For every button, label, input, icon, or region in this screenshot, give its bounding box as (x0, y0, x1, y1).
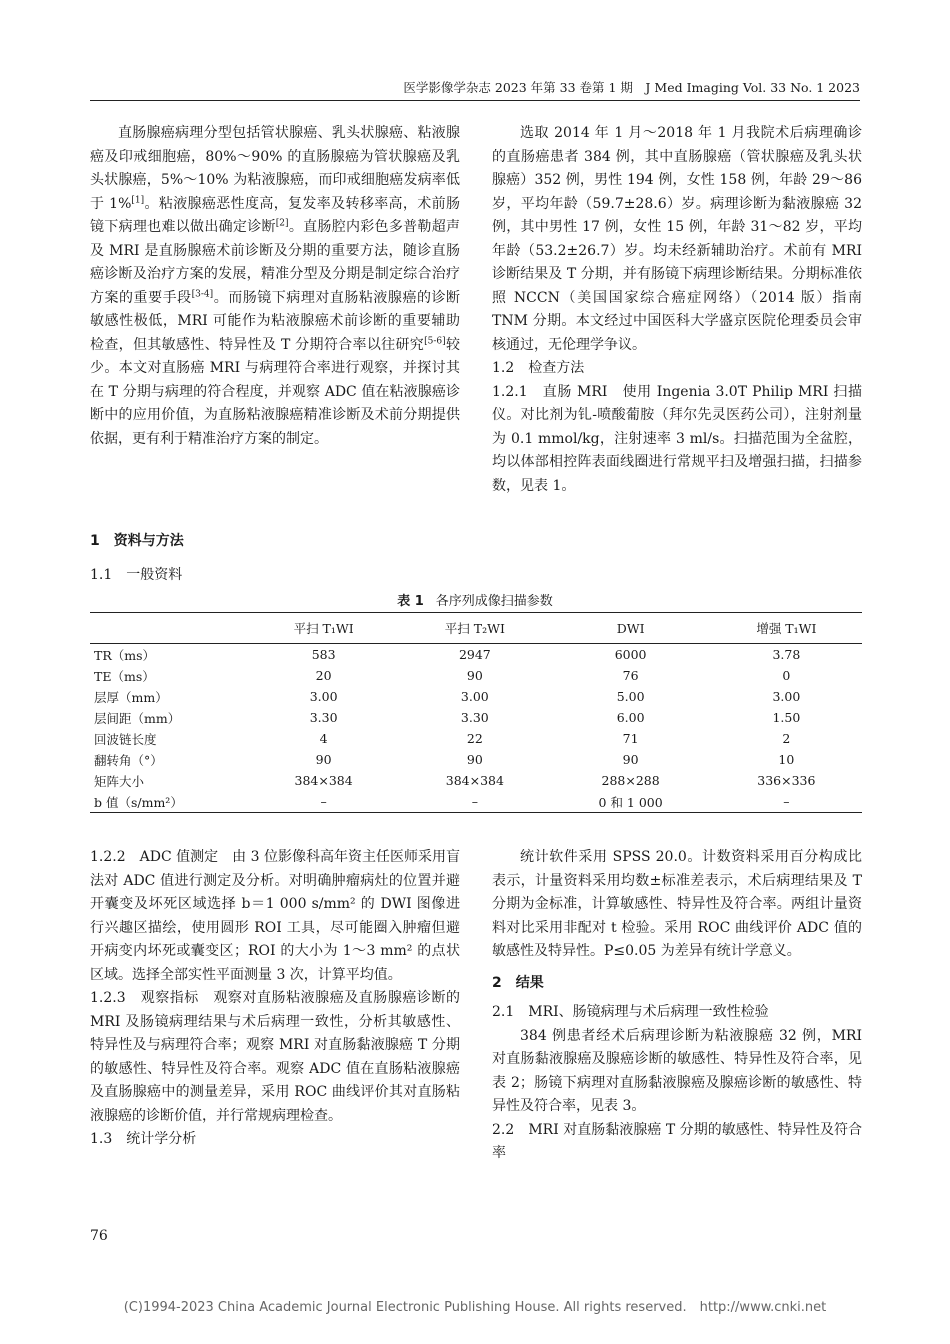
table-cell: – (248, 791, 399, 813)
table-header-cell: 平扫 T₂WI (399, 613, 550, 644)
table-caption (0, 590, 950, 609)
table-cell: – (399, 791, 550, 813)
table-cell: 1.50 (772, 710, 801, 725)
citation-2: [2] (275, 218, 289, 229)
table-cell: 288×288 (601, 773, 660, 788)
intro-text-4: 。而肠镜下病理对直肠粘液腺癌的诊断敏感性极低，MRI 可能作为粘液腺癌术前诊断的重要辅助检查，但其敏感性、特异性及 T 分期符合率以往研究 (90, 289, 461, 353)
table-cell: 2 (782, 731, 791, 746)
table-cell: 层厚（mm） (94, 689, 168, 705)
subsection-heading-statistics: 1.3 统计学分析 (90, 1131, 197, 1147)
table-cell: 2947 (458, 647, 491, 662)
table-cell: 90 (315, 752, 332, 767)
table-cell: 71 (622, 731, 639, 746)
table-cell: 76 (622, 668, 639, 683)
table-cell: 384×384 (294, 773, 353, 788)
table-cell: 336×336 (757, 773, 816, 788)
table-cell: 90 (622, 752, 639, 767)
table-cell: b 值（s/mm²） (90, 791, 248, 813)
table-cell: 4 (319, 731, 328, 746)
adc-measure-paragraph: 1.2.2 ADC 值测定 由 3 位影像科高年资主任医师采用盲法对 ADC 值进行测定及分析。对明确肿瘤病灶的位置并避开囊变及坏死区域选择 b＝1 000 s/mm² 的 DWI 图像进行兴趣区描绘，使用圆形 ROI 工具，尽可能圈入肿瘤但避开病变内坏死或囊变区；ROI 的大小为 1～3 mm² 的点状区域。选择全部实性平面测量 3 次，计算平均值。 (90, 849, 460, 983)
citation-1: [1] (131, 194, 145, 205)
table-cell: 22 (466, 731, 483, 746)
table-cell: 20 (315, 668, 332, 683)
table-row (90, 770, 862, 791)
intro-text-3: 。直肠腔内彩色多普勒超声及 MRI 是直肠腺癌术前诊断及分期的重要方法，随诊直肠癌诊断及治疗方案的发展，精准分型及分期是制定综合治疗方案的重要手段 (90, 219, 461, 306)
table-cell: 384×384 (445, 773, 504, 788)
table-cell: 层间距（mm） (94, 710, 181, 726)
page-number: 76 (90, 1228, 108, 1244)
table-cell: 矩阵大小 (94, 773, 145, 789)
table-cell: 6.00 (616, 710, 645, 725)
table-label: 表 1 (397, 594, 424, 609)
table-row (90, 728, 862, 749)
intro-column-left (90, 122, 460, 451)
table-cell: 0 和 1 000 (550, 791, 710, 813)
mri-method-paragraph: 1.2.1 直肠 MRI 使用 Ingenia 3.0T Philip MRI 扫描仪。对比剂为钆-喷酸葡胺（拜尔先灵医药公司），注射剂量为 0.1 mmol/kg，注射速率 3 ml/s。扫描范围为全盆腔，均以体部相控阵表面线圈进行常规平扫及增强扫描，扫描参数，见表 1。 (492, 383, 862, 494)
table-row (90, 665, 862, 686)
table-cell: 90 (466, 668, 483, 683)
table-row (90, 686, 862, 707)
intro-text-1: 直肠腺癌病理分型包括管状腺癌、乳头状腺癌、粘液腺癌及印戒细胞癌，80%～90% 的直肠腺癌为管状腺癌及乳头状腺癌，5%～10% 为粘液腺癌，而印戒细胞癌发病率低于 1% (90, 125, 460, 212)
results-column-right-lower (492, 846, 862, 1166)
table-cell: 6000 (614, 647, 647, 662)
citation-5-6: [5-6] (424, 335, 446, 346)
statistics-paragraph: 统计软件采用 SPSS 20.0。计数资料采用百分构成比表示，计量资料采用均数±标准差表示，术后病理结果及 T 分期为金标准，计算敏感性、特异性及符合率。两组计量资料对比采用非配对 t 检验。采用 ROC 曲线评价 ADC 值的敏感性及特异性。P≤0.05 为差异有统计学意义。 (492, 849, 862, 959)
subsection-heading-general: 1.1 一般资料 (90, 567, 183, 583)
citation-3-4: [3-4] (191, 288, 214, 299)
table-cell: 回波链长度 (94, 731, 157, 747)
observation-index-paragraph: 1.2.3 观察指标 观察对直肠粘液腺癌及直肠腺癌诊断的 MRI 及肠镜病理结果与术后病理一致性，分析其敏感性、特异性及与病理符合率；观察 MRI 对直肠黏液腺癌 T 分期的敏感性、特异性及符合率。观察 ADC 值在直肠粘液腺癌及直肠腺癌中的测量差异，采用 ROC 曲线评价其对直肠粘液腺癌的诊断价值，并行常规病理检查。 (90, 990, 460, 1124)
table-cell: TE（ms） (94, 668, 155, 684)
methods-column-left-lower (90, 846, 460, 1152)
running-header (0, 78, 950, 100)
table-cell: 90 (466, 752, 483, 767)
table-header-cell: 平扫 T₁WI (248, 613, 399, 644)
subsection-heading-exam: 1.2 检查方法 (492, 360, 585, 376)
subsection-heading-t-staging: 2.2 MRI 对直肠黏液腺癌 T 分期的敏感性、特异性及符合率 (492, 1121, 862, 1161)
table-cell: 0 (782, 668, 791, 683)
table-header-cell: DWI (550, 613, 710, 644)
table-header-row (90, 613, 862, 644)
table-cell: 3.30 (309, 710, 338, 725)
methods-column-right (492, 122, 862, 498)
header-rule (90, 100, 860, 101)
section-heading-methods: 1 资料与方法 (90, 533, 184, 549)
intro-text-2: 。粘液腺癌恶性度高，复发率及转移率高，术前肠镜下病理也难以做出确定诊断 (90, 195, 460, 235)
subsection-heading-consistency: 2.1 MRI、肠镜病理与术后病理一致性检验 (492, 1004, 769, 1020)
table-cell: 3.00 (460, 689, 489, 704)
table-cell: 10 (778, 752, 795, 767)
table-cell: 583 (311, 647, 336, 662)
table-title: 各序列成像扫描参数 (435, 594, 553, 609)
section-heading-results: 2 结果 (492, 974, 544, 991)
table-row (90, 749, 862, 770)
table-cell: 3.00 (772, 689, 801, 704)
table-row (90, 707, 862, 728)
table-cell: 3.78 (772, 647, 801, 662)
copyright-footer: (C)1994-2023 China Academic Journal Electronic Publishing House. All rights reserved. http://www.cnki.net (123, 1300, 827, 1315)
intro-paragraph (90, 122, 460, 451)
table-row (90, 644, 862, 666)
consistency-paragraph: 384 例患者经术后病理诊断为粘液腺癌 32 例，MRI 对直肠黏液腺癌及腺癌诊断的敏感性、特异性及符合率，见表 2；肠镜下病理对直肠黏液腺癌及腺癌诊断的敏感性、特异性及符合率，见表 3。 (492, 1027, 862, 1114)
table-cell: 5.00 (616, 689, 645, 704)
table-cell: 翻转角（°） (94, 752, 163, 768)
table-cell: TR（ms） (94, 647, 156, 663)
journal-header-text: 医学影像学杂志 2023 年第 33 卷第 1 期 J Med Imaging Vol. 33 No. 1 2023 (403, 80, 860, 95)
table-header-cell: 增强 T₁WI (711, 613, 862, 644)
table-cell: – (711, 791, 862, 813)
table-header-cell (90, 613, 248, 644)
intro-text-5: 较少。本文对直肠癌 MRI 与病理符合率进行观察，并探讨其在 T 分期与病理的符合程度，并观察 ADC 值在粘液腺癌诊断中的应用价值，为直肠粘液腺癌精准诊断及术前分期提供依据，更有利于精准治疗方案的制定。 (90, 336, 461, 447)
table-cell: 3.30 (460, 710, 489, 725)
table-row (90, 791, 862, 813)
table-cell: 3.00 (309, 689, 338, 704)
scan-parameter-table (90, 612, 862, 813)
general-data-paragraph: 选取 2014 年 1 月～2018 年 1 月我院术后病理确诊的直肠癌患者 384 例，其中直肠腺癌（管状腺癌及乳头状腺癌）352 例，男性 194 例，女性 158 例，年龄 29～86 岁，平均年龄（59.7±28.6）岁。病理诊断为黏液腺癌 32 例，其中男性 17 例，女性 15 例，年龄 31～82 岁，平均年龄（53.2±26.7）岁。均未经新辅助治疗。术前有 MRI 诊断结果及 T 分期，并有肠镜下病理诊断结果。分期标准依照 NCCN（美国国家综合癌症网络）（2014 版）指南 TNM 分期。本文经过中国医科大学盛京医院伦理委员会审核通过，无伦理学争议。 (492, 125, 862, 353)
